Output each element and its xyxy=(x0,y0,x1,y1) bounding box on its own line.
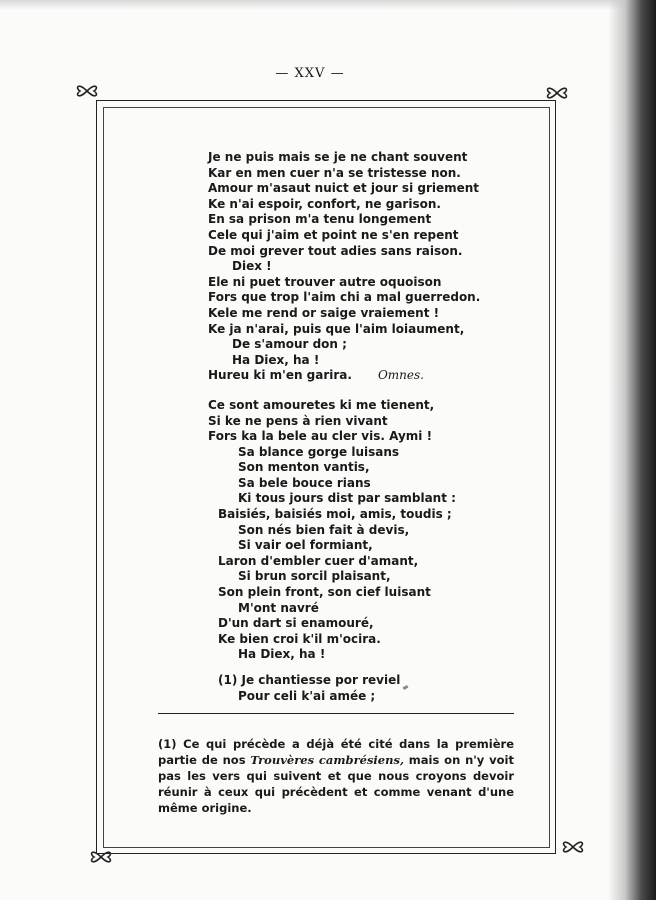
corner-ornament-icon xyxy=(544,82,570,104)
poem-line: M'ont navré xyxy=(238,600,319,615)
poem-line: Cele qui j'aim et point ne s'en repent xyxy=(208,227,459,242)
poem-line: Ha Diex, ha ! xyxy=(232,352,320,367)
poem-line: Ke bien croi k'il m'ocira. xyxy=(218,631,381,646)
poem-line: Fors que trop l'aim chi a mal guerredon. xyxy=(208,290,481,305)
poem-line: Si vair oel formiant, xyxy=(238,538,373,553)
page-number: — XXV — xyxy=(275,66,345,81)
poem-line: Fors ka la bele au cler vis. Aymi ! xyxy=(208,429,433,444)
poem-line: De moi grever tout adies sans raison. xyxy=(208,243,463,258)
poem-line: Sa bele bouce rians xyxy=(238,475,371,490)
poem-line: Je ne puis mais se je ne chant souvent xyxy=(208,150,468,164)
footnote xyxy=(158,736,514,816)
poem-line: Son plein front, son cief luisant xyxy=(218,585,431,600)
poem-line: (1) Je chantiesse por reviel xyxy=(218,673,401,687)
poem-line: Ke ja n'arai, puis que l'aim loiaument, xyxy=(208,321,465,336)
poem-line xyxy=(208,368,538,384)
poem-line: Ele ni puet trouver autre oquoison xyxy=(208,274,442,289)
poem-line: Kar en men cuer n'a se tristesse non. xyxy=(208,165,461,180)
poem-line: Amour m'asaut nuict et jour si griement xyxy=(208,181,480,196)
poem-line: Si brun sorcil plaisant, xyxy=(238,569,391,584)
corner-ornament-icon xyxy=(74,80,100,102)
poem-line: Laron d'embler cuer d'amant, xyxy=(218,553,419,568)
poem xyxy=(208,150,538,704)
footnote-title: Trouvères cambrésiens, xyxy=(250,753,404,767)
poem-line: Son menton vantis, xyxy=(238,460,370,475)
poem-line: Ki tous jours dist par samblant : xyxy=(238,491,456,506)
poem-line: Sa blance gorge luisans xyxy=(238,444,400,459)
footnote-text-2: mais on n'y voit pas les vers qui suivent et que nous croyons devoir réunir à ceux qui précèdent et comme venant d'une même origine. xyxy=(158,753,514,815)
page-binding-shadow xyxy=(608,0,656,900)
footnote-rule xyxy=(158,713,514,714)
footnote-text-1: (1) Ce qui précède a déjà été cité dans la première partie de nos xyxy=(158,737,514,767)
poem-stanza-2 xyxy=(208,398,538,663)
poem-line: Baisiés, baisiés moi, amis, toudis ; xyxy=(218,507,452,522)
poem-line: Ce sont amouretes ki me tienent, xyxy=(208,397,435,412)
poem-line: Si ke ne pens à rien vivant xyxy=(208,413,388,428)
poem-stanza-3 xyxy=(208,673,538,704)
poem-line: En sa prison m'a tenu longement xyxy=(208,212,432,227)
poem-line: De s'amour don ; xyxy=(232,337,347,352)
poem-line: Pour celi k'ai amée ; xyxy=(238,688,376,703)
poem-stanza-1 xyxy=(208,150,538,368)
corner-ornament-icon xyxy=(88,846,114,868)
poem-line: D'un dart si enamouré, xyxy=(218,616,374,631)
poem-line: Ke n'ai espoir, confort, ne garison. xyxy=(208,196,441,211)
poem-line-text: Hureu ki m'en garira. xyxy=(208,368,352,383)
page-top-shadow xyxy=(0,0,656,10)
omnes-label: Omnes. xyxy=(377,368,424,383)
poem-line: Kele me rend or saige vraiement ! xyxy=(208,305,440,320)
poem-line: Diex ! xyxy=(232,259,272,274)
corner-ornament-icon xyxy=(560,836,586,858)
poem-line: Ha Diex, ha ! xyxy=(238,647,326,662)
poem-line: Son nés bien fait à devis, xyxy=(238,522,410,537)
